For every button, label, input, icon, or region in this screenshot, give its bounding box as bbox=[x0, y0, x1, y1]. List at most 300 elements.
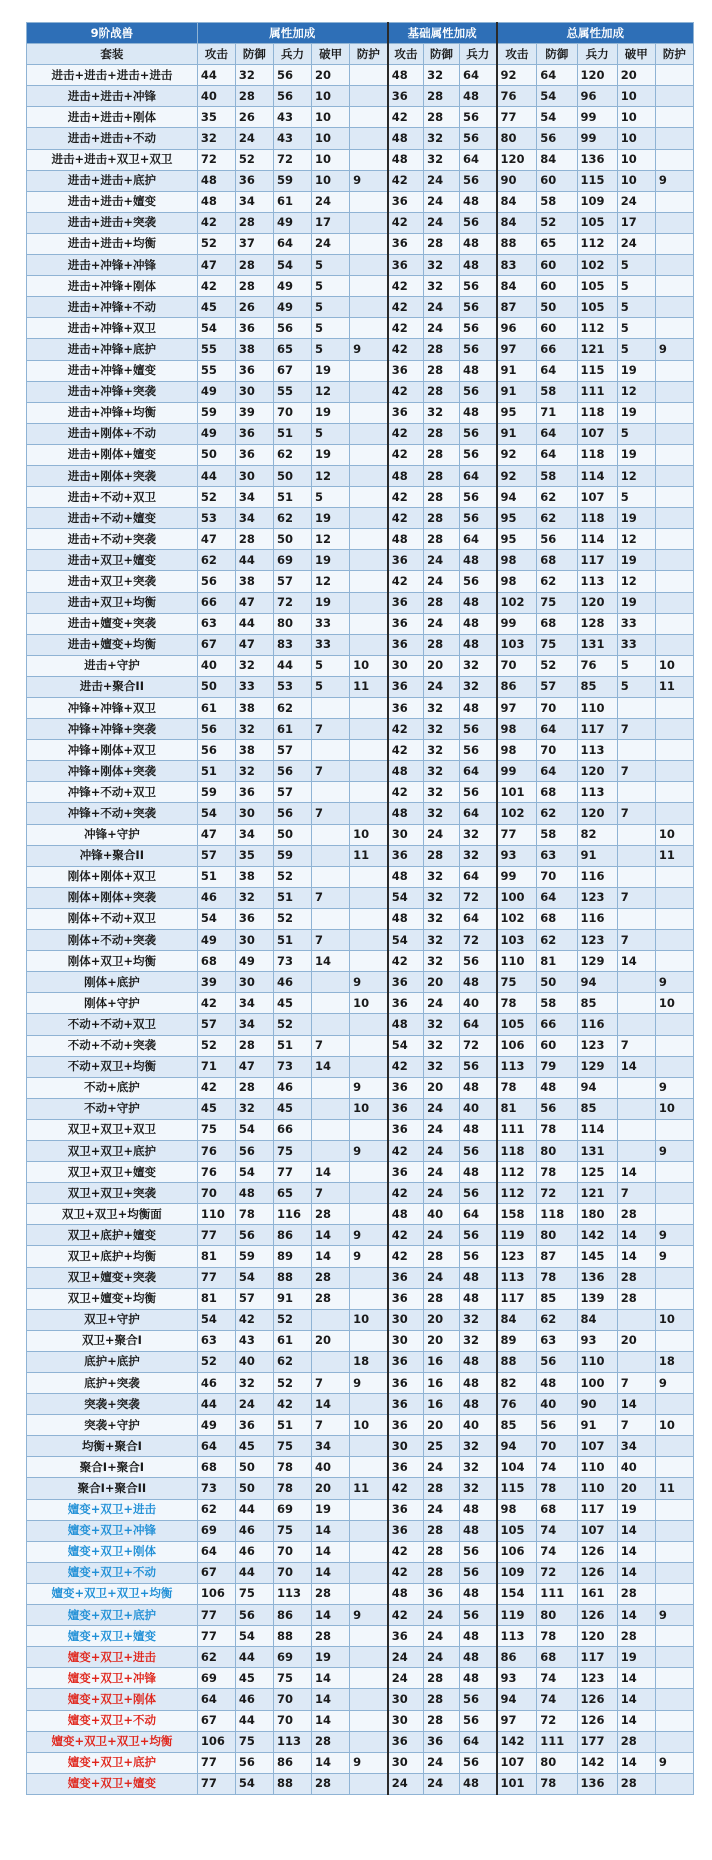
table-row bbox=[27, 1773, 694, 1794]
total-value-cell: 74 bbox=[537, 1457, 577, 1478]
total-value-cell: 107 bbox=[577, 1436, 617, 1457]
total-value-cell: 66 bbox=[537, 1014, 577, 1035]
set-name-cell: 嬗变+双卫+嬗变 bbox=[27, 1773, 198, 1794]
attr-value-cell: 67 bbox=[197, 1562, 235, 1583]
total-value-cell: 7 bbox=[617, 930, 655, 951]
total-value-cell: 111 bbox=[497, 1119, 537, 1140]
total-value-cell: 110 bbox=[577, 1457, 617, 1478]
base-value-cell: 36 bbox=[388, 613, 424, 634]
table-row bbox=[27, 128, 694, 149]
total-value-cell bbox=[655, 1562, 693, 1583]
total-value-cell: 76 bbox=[577, 655, 617, 676]
attr-value-cell: 7 bbox=[312, 719, 350, 740]
attr-value-cell: 77 bbox=[273, 1162, 311, 1183]
attr-value-cell: 75 bbox=[235, 1583, 273, 1604]
set-name-cell: 双卫+聚合I bbox=[27, 1330, 198, 1351]
total-value-cell: 75 bbox=[537, 592, 577, 613]
total-value-cell: 110 bbox=[577, 1351, 617, 1372]
attr-value-cell: 47 bbox=[235, 592, 273, 613]
total-value-cell: 62 bbox=[537, 571, 577, 592]
set-name-cell: 双卫+嬗变+均衡 bbox=[27, 1288, 198, 1309]
attr-value-cell: 26 bbox=[235, 107, 273, 128]
total-value-cell: 60 bbox=[537, 1035, 577, 1056]
attr-value-cell: 53 bbox=[273, 676, 311, 697]
attr-value-cell bbox=[350, 908, 388, 929]
total-value-cell: 7 bbox=[617, 1183, 655, 1204]
total-value-cell: 68 bbox=[537, 1647, 577, 1668]
base-value-cell: 42 bbox=[388, 1605, 424, 1626]
total-value-cell: 14 bbox=[617, 1520, 655, 1541]
attr-value-cell: 72 bbox=[273, 592, 311, 613]
base-value-cell: 28 bbox=[424, 423, 460, 444]
table-row bbox=[27, 276, 694, 297]
attr-value-cell bbox=[312, 993, 350, 1014]
set-name-cell: 进击+进击+嬗变 bbox=[27, 191, 198, 212]
base-value-cell: 56 bbox=[459, 1140, 496, 1161]
attr-value-cell: 61 bbox=[273, 191, 311, 212]
total-value-cell: 52 bbox=[537, 212, 577, 233]
total-value-cell: 5 bbox=[617, 297, 655, 318]
table-row bbox=[27, 571, 694, 592]
attr-value-cell: 7 bbox=[312, 930, 350, 951]
total-value-cell: 177 bbox=[577, 1731, 617, 1752]
base-value-cell: 36 bbox=[388, 1373, 424, 1394]
total-value-cell: 5 bbox=[617, 339, 655, 360]
attr-value-cell: 42 bbox=[197, 212, 235, 233]
col-total-protection: 防护 bbox=[655, 44, 693, 65]
total-value-cell: 114 bbox=[577, 465, 617, 486]
total-value-cell: 60 bbox=[537, 318, 577, 339]
total-value-cell: 70 bbox=[497, 655, 537, 676]
attr-value-cell bbox=[350, 149, 388, 170]
total-value-cell: 19 bbox=[617, 402, 655, 423]
attr-value-cell: 45 bbox=[273, 1098, 311, 1119]
total-value-cell: 76 bbox=[497, 1394, 537, 1415]
attr-value-cell: 19 bbox=[312, 360, 350, 381]
total-value-cell: 64 bbox=[537, 65, 577, 86]
attr-value-cell: 59 bbox=[273, 170, 311, 191]
total-value-cell: 78 bbox=[537, 1119, 577, 1140]
attr-value-cell: 50 bbox=[235, 1457, 273, 1478]
total-value-cell bbox=[655, 1457, 693, 1478]
attr-value-cell: 56 bbox=[235, 1605, 273, 1626]
attr-value-cell: 59 bbox=[197, 782, 235, 803]
total-value-cell: 98 bbox=[497, 1499, 537, 1520]
base-value-cell: 36 bbox=[388, 1119, 424, 1140]
base-value-cell: 32 bbox=[459, 1457, 496, 1478]
attr-value-cell: 44 bbox=[197, 465, 235, 486]
base-value-cell: 56 bbox=[459, 1225, 496, 1246]
base-value-cell: 28 bbox=[424, 1541, 460, 1562]
total-value-cell: 78 bbox=[537, 1478, 577, 1499]
base-value-cell: 64 bbox=[459, 529, 496, 550]
attr-value-cell: 48 bbox=[235, 1183, 273, 1204]
attr-value-cell: 44 bbox=[235, 550, 273, 571]
base-value-cell: 36 bbox=[388, 845, 424, 866]
total-value-cell bbox=[655, 887, 693, 908]
attr-value-cell: 69 bbox=[197, 1668, 235, 1689]
attr-value-cell: 73 bbox=[273, 951, 311, 972]
attr-value-cell: 46 bbox=[273, 1077, 311, 1098]
base-value-cell: 24 bbox=[424, 297, 460, 318]
total-value-cell bbox=[655, 191, 693, 212]
total-value-cell: 97 bbox=[497, 339, 537, 360]
base-value-cell: 36 bbox=[388, 86, 424, 107]
total-value-cell: 103 bbox=[497, 634, 537, 655]
base-value-cell: 24 bbox=[424, 1119, 460, 1140]
base-value-cell: 32 bbox=[424, 1056, 460, 1077]
total-value-cell: 98 bbox=[497, 719, 537, 740]
attr-value-cell bbox=[312, 740, 350, 761]
total-value-cell: 98 bbox=[497, 571, 537, 592]
col-defense: 防御 bbox=[235, 44, 273, 65]
total-value-cell bbox=[655, 634, 693, 655]
total-value-cell: 5 bbox=[617, 318, 655, 339]
attr-value-cell: 28 bbox=[235, 212, 273, 233]
attr-value-cell: 36 bbox=[235, 782, 273, 803]
set-name-cell: 均衡+聚合I bbox=[27, 1436, 198, 1457]
total-value-cell: 129 bbox=[577, 951, 617, 972]
total-value-cell bbox=[655, 381, 693, 402]
table-row bbox=[27, 908, 694, 929]
total-value-cell: 50 bbox=[537, 972, 577, 993]
base-value-cell: 42 bbox=[388, 170, 424, 191]
base-value-cell: 56 bbox=[459, 571, 496, 592]
base-value-cell: 42 bbox=[388, 571, 424, 592]
attr-value-cell bbox=[350, 866, 388, 887]
base-value-cell: 64 bbox=[459, 65, 496, 86]
set-name-cell: 嬗变+双卫+双卫+均衡 bbox=[27, 1583, 198, 1604]
attr-value-cell: 64 bbox=[273, 233, 311, 254]
total-value-cell: 99 bbox=[577, 107, 617, 128]
attr-value-cell: 49 bbox=[197, 423, 235, 444]
total-value-cell: 90 bbox=[577, 1394, 617, 1415]
attr-value-cell: 91 bbox=[273, 1288, 311, 1309]
total-value-cell: 105 bbox=[577, 297, 617, 318]
attr-value-cell bbox=[350, 1689, 388, 1710]
attr-value-cell: 66 bbox=[273, 1119, 311, 1140]
attr-value-cell: 10 bbox=[312, 107, 350, 128]
base-value-cell: 56 bbox=[459, 381, 496, 402]
attr-value-cell: 10 bbox=[312, 149, 350, 170]
total-value-cell bbox=[617, 908, 655, 929]
base-value-cell: 24 bbox=[424, 1605, 460, 1626]
base-value-cell: 28 bbox=[424, 1288, 460, 1309]
table-row bbox=[27, 550, 694, 571]
total-value-cell: 64 bbox=[537, 423, 577, 444]
total-value-cell bbox=[655, 212, 693, 233]
base-value-cell: 56 bbox=[459, 782, 496, 803]
attr-value-cell bbox=[350, 65, 388, 86]
base-value-cell: 64 bbox=[459, 761, 496, 782]
total-value-cell: 12 bbox=[617, 465, 655, 486]
total-value-cell bbox=[655, 803, 693, 824]
total-value-cell: 14 bbox=[617, 1668, 655, 1689]
table-row bbox=[27, 1098, 694, 1119]
set-name-cell: 冲锋+刚体+双卫 bbox=[27, 740, 198, 761]
total-value-cell: 68 bbox=[537, 782, 577, 803]
base-value-cell: 28 bbox=[424, 1520, 460, 1541]
total-value-cell: 84 bbox=[577, 1309, 617, 1330]
attr-value-cell: 56 bbox=[273, 803, 311, 824]
total-value-cell: 107 bbox=[577, 423, 617, 444]
attr-value-cell: 5 bbox=[312, 487, 350, 508]
base-value-cell: 36 bbox=[388, 550, 424, 571]
base-value-cell: 48 bbox=[388, 149, 424, 170]
base-value-cell: 32 bbox=[424, 866, 460, 887]
base-value-cell: 48 bbox=[459, 1394, 496, 1415]
base-value-cell: 24 bbox=[424, 1183, 460, 1204]
total-value-cell: 97 bbox=[497, 1710, 537, 1731]
set-name-cell: 嬗变+双卫+进击 bbox=[27, 1647, 198, 1668]
attr-value-cell: 51 bbox=[197, 761, 235, 782]
attr-value-cell bbox=[312, 1140, 350, 1161]
total-value-cell: 78 bbox=[497, 1077, 537, 1098]
total-value-cell: 92 bbox=[497, 465, 537, 486]
total-value-cell bbox=[655, 1436, 693, 1457]
total-value-cell: 80 bbox=[537, 1752, 577, 1773]
base-value-cell: 42 bbox=[388, 107, 424, 128]
base-value-cell: 56 bbox=[459, 508, 496, 529]
attr-value-cell: 49 bbox=[197, 1415, 235, 1436]
total-value-cell: 28 bbox=[617, 1583, 655, 1604]
total-value-cell bbox=[655, 740, 693, 761]
set-name-cell: 冲锋+冲锋+双卫 bbox=[27, 698, 198, 719]
total-value-cell bbox=[655, 1689, 693, 1710]
attr-value-cell: 62 bbox=[197, 550, 235, 571]
total-value-cell: 112 bbox=[497, 1162, 537, 1183]
total-value-cell: 28 bbox=[617, 1626, 655, 1647]
base-value-cell: 42 bbox=[388, 508, 424, 529]
attr-value-cell: 14 bbox=[312, 1225, 350, 1246]
attr-value-cell: 50 bbox=[197, 676, 235, 697]
attr-value-cell: 51 bbox=[273, 930, 311, 951]
total-value-cell bbox=[655, 423, 693, 444]
total-value-cell: 113 bbox=[497, 1267, 537, 1288]
attr-value-cell: 10 bbox=[312, 170, 350, 191]
attr-value-cell: 19 bbox=[312, 508, 350, 529]
attr-value-cell: 7 bbox=[312, 1183, 350, 1204]
base-value-cell: 24 bbox=[424, 1647, 460, 1668]
total-value-cell: 62 bbox=[537, 508, 577, 529]
set-name-cell: 双卫+双卫+嬗变 bbox=[27, 1162, 198, 1183]
base-value-cell: 42 bbox=[388, 297, 424, 318]
attr-value-cell: 57 bbox=[235, 1288, 273, 1309]
set-name-cell: 不动+不动+突袭 bbox=[27, 1035, 198, 1056]
attr-value-cell: 28 bbox=[312, 1204, 350, 1225]
total-value-cell: 110 bbox=[577, 698, 617, 719]
base-value-cell: 32 bbox=[424, 149, 460, 170]
attr-value-cell: 113 bbox=[273, 1731, 311, 1752]
base-value-cell: 42 bbox=[388, 1478, 424, 1499]
attr-value-cell: 116 bbox=[273, 1204, 311, 1225]
base-value-cell: 42 bbox=[388, 423, 424, 444]
total-value-cell bbox=[655, 149, 693, 170]
attr-value-cell: 45 bbox=[235, 1436, 273, 1457]
base-value-cell: 36 bbox=[388, 698, 424, 719]
total-value-cell: 117 bbox=[577, 719, 617, 740]
attr-value-cell: 14 bbox=[312, 1246, 350, 1267]
total-value-cell: 68 bbox=[537, 1499, 577, 1520]
total-value-cell: 84 bbox=[497, 212, 537, 233]
attr-value-cell: 24 bbox=[312, 191, 350, 212]
table-row bbox=[27, 65, 694, 86]
attr-value-cell: 14 bbox=[312, 1520, 350, 1541]
total-value-cell bbox=[655, 529, 693, 550]
attr-value-cell: 10 bbox=[312, 128, 350, 149]
total-value-cell: 28 bbox=[617, 1773, 655, 1794]
attr-value-cell bbox=[312, 908, 350, 929]
base-value-cell: 56 bbox=[459, 444, 496, 465]
table-row bbox=[27, 1436, 694, 1457]
attr-value-cell: 46 bbox=[235, 1689, 273, 1710]
table-row bbox=[27, 233, 694, 254]
attr-value-cell bbox=[350, 297, 388, 318]
attr-value-cell bbox=[350, 1562, 388, 1583]
attr-value-cell bbox=[312, 845, 350, 866]
attr-value-cell: 67 bbox=[197, 634, 235, 655]
total-value-cell: 14 bbox=[617, 1605, 655, 1626]
base-value-cell: 28 bbox=[424, 1668, 460, 1689]
table-row bbox=[27, 529, 694, 550]
total-value-cell: 64 bbox=[537, 360, 577, 381]
attr-value-cell bbox=[350, 740, 388, 761]
base-value-cell: 40 bbox=[459, 1415, 496, 1436]
attr-value-cell bbox=[350, 782, 388, 803]
attr-value-cell: 88 bbox=[273, 1626, 311, 1647]
set-name-cell: 进击+冲锋+不动 bbox=[27, 297, 198, 318]
attr-value-cell bbox=[350, 1394, 388, 1415]
total-value-cell: 80 bbox=[537, 1605, 577, 1626]
table-row bbox=[27, 698, 694, 719]
attr-value-cell: 40 bbox=[197, 86, 235, 107]
total-value-cell: 84 bbox=[497, 1309, 537, 1330]
base-value-cell: 42 bbox=[388, 1541, 424, 1562]
attr-value-cell: 39 bbox=[197, 972, 235, 993]
attr-value-cell: 40 bbox=[197, 655, 235, 676]
base-value-cell: 56 bbox=[459, 1562, 496, 1583]
attr-value-cell: 32 bbox=[235, 655, 273, 676]
set-name-cell: 突袭+守护 bbox=[27, 1415, 198, 1436]
table-row bbox=[27, 255, 694, 276]
total-value-cell bbox=[655, 951, 693, 972]
total-value-cell: 92 bbox=[497, 65, 537, 86]
base-value-cell: 40 bbox=[424, 1204, 460, 1225]
set-name-cell: 突袭+突袭 bbox=[27, 1394, 198, 1415]
base-value-cell: 36 bbox=[388, 592, 424, 613]
table-row bbox=[27, 782, 694, 803]
attr-value-cell: 14 bbox=[312, 1562, 350, 1583]
total-value-cell: 98 bbox=[497, 550, 537, 571]
set-name-cell: 进击+冲锋+刚体 bbox=[27, 276, 198, 297]
attr-value-cell: 44 bbox=[235, 1499, 273, 1520]
total-value-cell bbox=[617, 866, 655, 887]
base-value-cell: 48 bbox=[459, 233, 496, 254]
base-value-cell: 28 bbox=[424, 360, 460, 381]
total-value-cell: 10 bbox=[617, 128, 655, 149]
total-value-cell: 33 bbox=[617, 613, 655, 634]
base-value-cell: 48 bbox=[459, 1668, 496, 1689]
base-value-cell: 32 bbox=[424, 908, 460, 929]
base-value-cell: 48 bbox=[388, 465, 424, 486]
attr-value-cell: 63 bbox=[197, 613, 235, 634]
attr-value-cell: 30 bbox=[235, 930, 273, 951]
attr-value-cell: 10 bbox=[350, 824, 388, 845]
set-name-cell: 进击+嬗变+突袭 bbox=[27, 613, 198, 634]
attr-value-cell: 47 bbox=[235, 634, 273, 655]
base-value-cell: 42 bbox=[388, 1056, 424, 1077]
base-value-cell: 32 bbox=[424, 803, 460, 824]
total-value-cell bbox=[655, 1119, 693, 1140]
base-value-cell: 56 bbox=[459, 487, 496, 508]
header-row-top bbox=[27, 23, 694, 44]
set-name-cell: 双卫+底护+均衡 bbox=[27, 1246, 198, 1267]
attr-value-cell: 10 bbox=[350, 655, 388, 676]
attr-value-cell: 14 bbox=[312, 1689, 350, 1710]
base-value-cell: 32 bbox=[424, 761, 460, 782]
base-value-cell: 36 bbox=[388, 1162, 424, 1183]
set-name-cell: 嬗变+双卫+底护 bbox=[27, 1605, 198, 1626]
set-name-cell: 刚体+刚体+突袭 bbox=[27, 887, 198, 908]
total-value-cell: 136 bbox=[577, 1267, 617, 1288]
total-value-cell: 82 bbox=[577, 824, 617, 845]
set-name-cell: 冲锋+聚合II bbox=[27, 845, 198, 866]
total-value-cell: 96 bbox=[497, 318, 537, 339]
base-value-cell: 48 bbox=[459, 191, 496, 212]
table-row bbox=[27, 1204, 694, 1225]
base-value-cell: 48 bbox=[459, 86, 496, 107]
base-value-cell: 16 bbox=[424, 1351, 460, 1372]
base-value-cell: 24 bbox=[424, 1626, 460, 1647]
attr-value-cell: 32 bbox=[235, 1098, 273, 1119]
set-name-cell: 进击+进击+均衡 bbox=[27, 233, 198, 254]
total-value-cell: 105 bbox=[577, 276, 617, 297]
total-value-cell: 5 bbox=[617, 423, 655, 444]
total-value-cell: 54 bbox=[537, 86, 577, 107]
attr-value-cell: 49 bbox=[197, 381, 235, 402]
attr-value-cell: 83 bbox=[273, 634, 311, 655]
total-value-cell: 14 bbox=[617, 1394, 655, 1415]
base-value-cell: 28 bbox=[424, 233, 460, 254]
attr-value-cell bbox=[350, 1119, 388, 1140]
total-value-cell: 14 bbox=[617, 1752, 655, 1773]
total-value-cell: 125 bbox=[577, 1162, 617, 1183]
total-value-cell: 87 bbox=[497, 297, 537, 318]
attr-value-cell bbox=[312, 866, 350, 887]
table-row bbox=[27, 318, 694, 339]
attr-value-cell: 46 bbox=[273, 972, 311, 993]
table-row bbox=[27, 1225, 694, 1246]
table-row bbox=[27, 993, 694, 1014]
attr-value-cell: 38 bbox=[235, 866, 273, 887]
total-value-cell bbox=[655, 233, 693, 254]
table-row bbox=[27, 719, 694, 740]
total-value-cell: 85 bbox=[497, 1415, 537, 1436]
base-value-cell: 36 bbox=[388, 634, 424, 655]
base-value-cell: 28 bbox=[424, 1478, 460, 1499]
base-value-cell: 28 bbox=[424, 1710, 460, 1731]
table-row bbox=[27, 1541, 694, 1562]
total-value-cell: 94 bbox=[497, 1689, 537, 1710]
total-value-cell bbox=[655, 107, 693, 128]
table-row bbox=[27, 107, 694, 128]
total-value-cell bbox=[655, 1626, 693, 1647]
base-value-cell: 24 bbox=[424, 613, 460, 634]
attr-value-cell: 62 bbox=[197, 1499, 235, 1520]
total-value-cell: 57 bbox=[537, 676, 577, 697]
attr-value-cell: 43 bbox=[273, 128, 311, 149]
total-value-cell bbox=[655, 402, 693, 423]
